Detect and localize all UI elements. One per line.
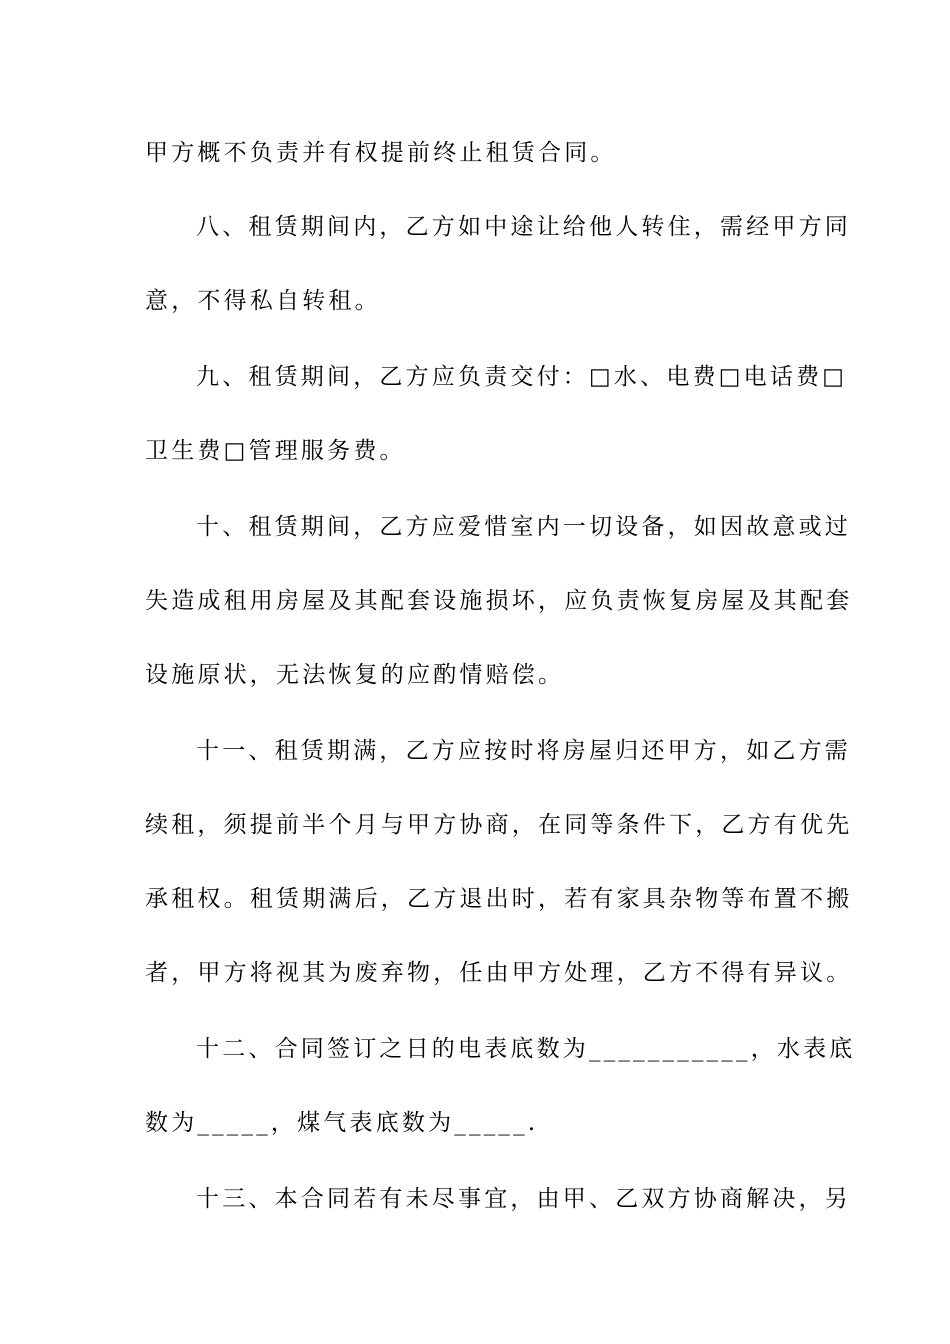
clause-13-line-1: 十三、本合同若有未尽事宜，由甲、乙双方协商解决，另 bbox=[196, 1186, 851, 1212]
clause-10-line-3: 设施原状，无法恢复的应酌情赔偿。 bbox=[145, 662, 565, 688]
clause-8-line-1: 八、租赁期间内，乙方如中途让给他人转住，需经甲方同 bbox=[196, 214, 851, 240]
clause-8-line-2: 意，不得私自转租。 bbox=[145, 288, 381, 314]
clause-10-line-1: 十、租赁期间，乙方应爱惜室内一切设备，如因故意或过 bbox=[196, 514, 851, 540]
clause-11-line-4: 者，甲方将视其为废弃物，任由甲方处理，乙方不得有异议。 bbox=[145, 960, 853, 986]
clause-11-line-1: 十一、租赁期满，乙方应按时将房屋归还甲方，如乙方需 bbox=[196, 738, 851, 764]
clause-9-line-2: 卫生费□管理服务费。 bbox=[145, 438, 406, 464]
clause-10-line-2: 失造成租用房屋及其配套设施损坏，应负责恢复房屋及其配套 bbox=[145, 588, 853, 614]
clause-12-line-1: 十二、合同签订之日的电表底数为___________，水表底 bbox=[196, 1036, 856, 1062]
clause-9-line-1: 九、租赁期间，乙方应负责交付：□水、电费□电话费□ bbox=[196, 364, 848, 390]
text-line-1: 甲方概不负责并有权提前终止租赁合同。 bbox=[145, 140, 617, 166]
clause-11-line-3: 承租权。租赁期满后，乙方退出时，若有家具杂物等布置不搬 bbox=[145, 886, 853, 912]
clause-12-line-2: 数为_____，煤气表底数为_____. bbox=[145, 1110, 539, 1136]
clause-11-line-2: 续租，须提前半个月与甲方协商，在同等条件下，乙方有优先 bbox=[145, 812, 853, 838]
